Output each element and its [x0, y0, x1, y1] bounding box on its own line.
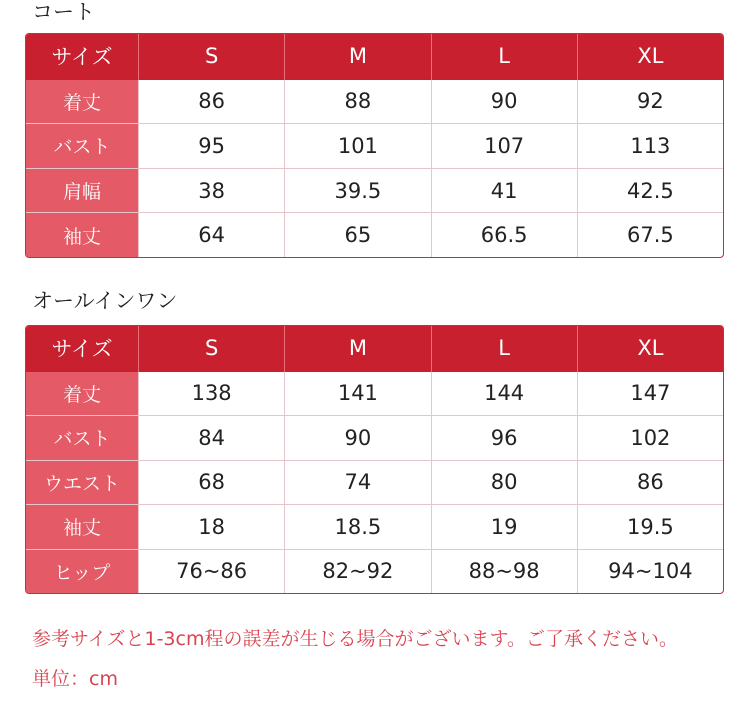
header-label: サイズ — [26, 34, 138, 79]
table-cell: 76~86 — [138, 549, 284, 594]
table-cell: 147 — [577, 371, 723, 416]
table-cell: 68 — [138, 460, 284, 505]
table-cell: 88~98 — [431, 549, 577, 594]
size-header-m: M — [284, 34, 430, 79]
table-cell: 138 — [138, 371, 284, 416]
size-header-s: S — [138, 34, 284, 79]
row-label: 着丈 — [26, 79, 138, 124]
row-label: 袖丈 — [26, 504, 138, 549]
row-label: ウエスト — [26, 460, 138, 505]
coat-title: コート — [32, 0, 95, 24]
row-label: 袖丈 — [26, 212, 138, 257]
table-header-row — [26, 326, 723, 371]
table-row — [26, 549, 723, 594]
table-cell: 39.5 — [284, 168, 430, 213]
table-row — [26, 415, 723, 460]
table-cell: 18 — [138, 504, 284, 549]
header-label: サイズ — [26, 326, 138, 371]
table-cell: 80 — [431, 460, 577, 505]
coat-size-table — [25, 33, 724, 258]
size-header-s: S — [138, 326, 284, 371]
table-cell: 141 — [284, 371, 430, 416]
table-cell: 42.5 — [577, 168, 723, 213]
table-cell: 90 — [431, 79, 577, 124]
size-header-l: L — [431, 34, 577, 79]
size-header-xl: XL — [577, 34, 723, 79]
table-cell: 19 — [431, 504, 577, 549]
row-label: バスト — [26, 415, 138, 460]
table-cell: 92 — [577, 79, 723, 124]
table-cell: 102 — [577, 415, 723, 460]
table-cell: 18.5 — [284, 504, 430, 549]
table-cell: 64 — [138, 212, 284, 257]
table-row — [26, 168, 723, 213]
table-cell: 95 — [138, 123, 284, 168]
table-cell: 66.5 — [431, 212, 577, 257]
table-row — [26, 123, 723, 168]
table-cell: 94~104 — [577, 549, 723, 594]
table-cell: 74 — [284, 460, 430, 505]
table-cell: 90 — [284, 415, 430, 460]
size-header-l: L — [431, 326, 577, 371]
size-header-xl: XL — [577, 326, 723, 371]
table-cell: 67.5 — [577, 212, 723, 257]
table-cell: 144 — [431, 371, 577, 416]
table-row — [26, 212, 723, 257]
row-label: ヒップ — [26, 549, 138, 594]
table-cell: 101 — [284, 123, 430, 168]
table-cell: 96 — [431, 415, 577, 460]
table-cell: 84 — [138, 415, 284, 460]
table-cell: 107 — [431, 123, 577, 168]
unit-note: 単位：cm — [32, 668, 118, 690]
table-header-row — [26, 34, 723, 79]
row-label: 着丈 — [26, 371, 138, 416]
table-cell: 88 — [284, 79, 430, 124]
table-row — [26, 79, 723, 124]
table-cell: 38 — [138, 168, 284, 213]
table-cell: 41 — [431, 168, 577, 213]
table-row — [26, 460, 723, 505]
table-cell: 86 — [577, 460, 723, 505]
row-label: バスト — [26, 123, 138, 168]
row-label: 肩幅 — [26, 168, 138, 213]
size-disclaimer-note: 参考サイズと1-3cm程の誤差が生じる場合がございます。ご了承ください。 — [32, 628, 678, 650]
table-cell: 86 — [138, 79, 284, 124]
size-header-m: M — [284, 326, 430, 371]
table-cell: 82~92 — [284, 549, 430, 594]
table-row — [26, 371, 723, 416]
allinone-title: オールインワン — [32, 289, 178, 313]
table-row — [26, 504, 723, 549]
table-cell: 19.5 — [577, 504, 723, 549]
allinone-size-table — [25, 325, 724, 594]
table-cell: 113 — [577, 123, 723, 168]
table-cell: 65 — [284, 212, 430, 257]
